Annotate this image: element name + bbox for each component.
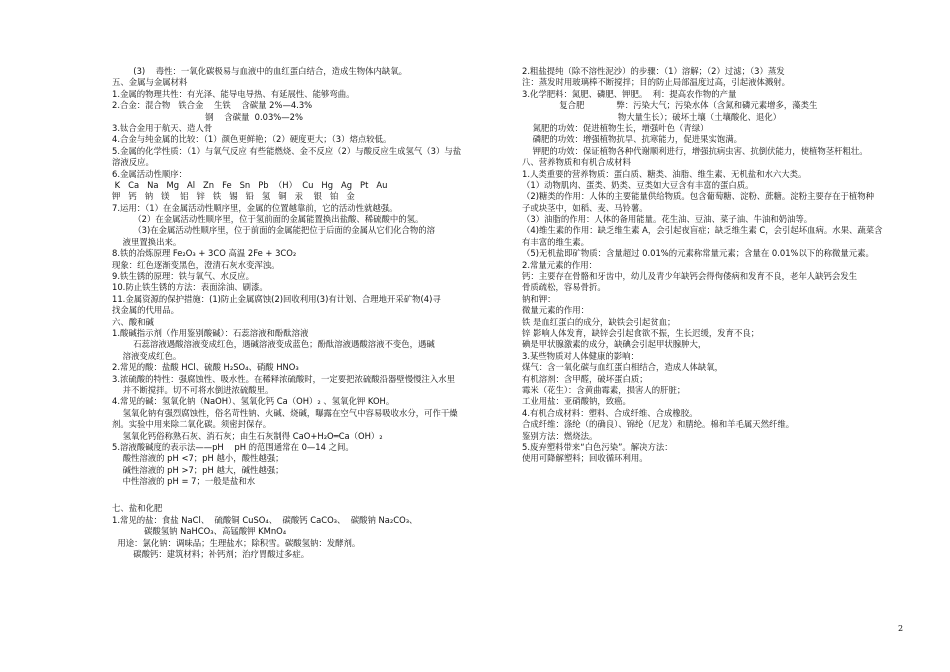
right-text-line: （5)无机盐即矿物质：含量超过 0.01%的元素称常量元素；含量在 0.01%以下的称微量元素。 [522, 248, 874, 259]
right-text-line: 锌 影响人体发育，缺锌会引起食欲不振，生长迟缓，发育不良； [522, 327, 760, 338]
right-text-line: 2.粗盐提纯（除不溶性泥沙）的步骤：（1）溶解；（2）过滤；（3）蒸发 [522, 66, 785, 76]
right-text-line: 煤气：含一氧化碳与血红蛋白相结合，造成人体缺氧， [522, 362, 723, 373]
right-text-line: 八、营养物质和有机合成材料 [522, 157, 631, 168]
right-text-line: 物大量生长）；破坏土壤（土壤酸化、退化） [522, 111, 782, 122]
right-text-line: 铁 是血红蛋白的成分，缺铁会引起贫血； [522, 316, 676, 327]
right-column [522, 66, 922, 465]
left-text-line: 氢氧化钙俗称熟石灰、消石灰；由生石灰制得 CaO+H₂O═Ca（OH）₂ [112, 430, 383, 441]
left-text-line: 1.常见的盐：食盐 NaCl、 硫酸铜 CuSO₄、 碳酸钙 CaCO₃、 碳酸钠 Na₂CO₃、 [112, 514, 418, 525]
right-text-line: 氮肥的功效：促进植物生长，增强叶色（青绿） [522, 122, 709, 133]
left-text-line: 六、酸和碱 [112, 316, 154, 327]
left-text-line: 钢 含碳量 0.03%—2% [112, 111, 303, 122]
right-text-line: （3）油脂的作用：人体的备用能量。花生油、豆油、菜子油、牛油和奶油等。 [522, 214, 813, 225]
right-text-line: （4)维生素的作用：缺乏维生素 A，会引起夜盲症；缺乏维生素 C，会引起坏血病。水果、蔬菜含 [522, 225, 883, 236]
right-text-line: （1）动物肌肉、蛋类、奶类、豆类如大豆含有丰富的蛋白质。 [522, 179, 754, 190]
right-text-line: 3.某些物质对人体健康的影响： [522, 350, 639, 361]
left-text-line: 溶液反应。 [112, 157, 154, 168]
right-text-line: 子或块茎中，如稻、麦、马铃薯。 [522, 202, 648, 213]
right-text-line: 钠和钾： [522, 293, 556, 304]
left-text-line: 找金属的代用品。 [112, 305, 179, 316]
left-text-line: 10.防止铁生锈的方法：表面涂油、刷漆。 [112, 282, 268, 293]
right-text-line: 2.常量元素的作用： [522, 259, 597, 270]
left-text-line: 4.常见的碱：氢氧化钠（NaOH）、氢氧化钙 Ca（OH）₂ 、氢氧化钾 KOH。 [112, 396, 395, 407]
left-text-line: 5.金属的化学性质：（1）与氧气反应 有些能燃烧、金不反应（2）与酸反应生成氢气（3）与盐 [112, 145, 462, 156]
right-text-line: 钙：主要存在骨骼和牙齿中，幼儿及青少年缺钙会得佝偻病和发育不良，老年人缺钙会发生 [522, 271, 857, 282]
left-text-line: 2.合金：混合物 铁合金 生铁 含碳量 2%—4.3% [112, 100, 313, 111]
left-text-line: 用途：氯化钠：调味品；生理盐水；除积雪。碳酸氢钠：发酵剂。 [112, 537, 361, 548]
right-text-line: 有丰富的维生素。 [522, 236, 589, 247]
left-text-line: 9.铁生锈的原理：铁与氧气、水反应。 [112, 271, 254, 282]
right-text-line: 鉴别方法：燃烧法。 [522, 430, 598, 441]
left-text-line: （2）在金属活动性顺序里，位于氢前面的金属能置换出盐酸、稀硫酸中的氢。 [112, 214, 424, 225]
left-text-line: 3.浓硫酸的特性：强腐蚀性、吸水性。在稀释浓硫酸时，一定要把浓硫酸沿器壁慢慢注入水里 [112, 373, 455, 384]
left-text-line: 碳酸钙：建筑材料；补钙剂；治疗胃酸过多症。 [112, 549, 310, 560]
left-text-line: （3)在金属活动性顺序里，位于前面的金属能把位于后面的金属从它们化合物的溶 [112, 225, 436, 236]
left-text-line [112, 487, 512, 503]
left-text-line: 现象：红色逐渐变黑色，澄清石灰水变浑浊。 [112, 259, 280, 270]
left-text-line: 酸性溶液的 pH <7；pH 越小，酸性越强； [112, 453, 284, 464]
right-text-line: 碘是甲状腺激素的成分，缺碘会引起甲状腺肿大， [522, 339, 707, 350]
left-text-line: 七、盐和化肥 [112, 503, 163, 514]
right-text-line: 注：蒸发时用玻璃棒不断搅拌；目的防止局部温度过高，引起液体溅射。 [522, 77, 790, 88]
left-column [112, 66, 512, 560]
right-text-line: 钾肥的功效：保证植物各种代谢顺利进行，增强抗病虫害、抗倒伏能力，使植物茎杆粗壮。 [522, 145, 868, 156]
left-text-line: (3) 毒性：一氧化碳极易与血液中的血红蛋白结合，造成生物体内缺氧。 [112, 66, 408, 76]
left-text-line: 钾 钙 钠 镁 铝 锌 铁 锡 铅 氢 铜 汞 银 铂 金 [112, 191, 355, 202]
right-text-line: 霉米（花生）：含黄曲霉素，损害人的肝脏； [522, 384, 686, 395]
left-text-line: 溶液变成红色。 [112, 350, 182, 361]
right-text-line: 使用可降解塑料；回收循环利用。 [522, 453, 648, 464]
right-text-line: 1.人类重要的营养物质：蛋白质、糖类、油脂、维生素、无机盐和水六大类。 [522, 168, 807, 179]
left-text-line: 石蕊溶液遇酸溶液变成红色，遇碱溶液变成蓝色；酚酞溶液遇酸溶液不变色，遇碱 [112, 339, 435, 350]
right-text-line: 有机溶剂：含甲醛，破坏蛋白质； [522, 373, 648, 384]
right-text-line: 复合肥 弊：污染大气；污染水体（含氮和磷元素增多，藻类生 [522, 100, 818, 111]
page-number: 2 [898, 624, 904, 633]
left-text-line: 碳酸氢钠 NaHCO₃、高锰酸钾 KMnO₄ [112, 526, 287, 537]
right-text-line: 磷肥的功效：增强植物抗旱、抗寒能力，促进果实饱满。 [522, 134, 743, 145]
left-text-line: 2.常见的酸：盐酸 HCl、硫酸 H₂SO₄、硝酸 HNO₃ [112, 362, 299, 373]
right-text-line: 4.有机合成材料：塑料、合成纤维、合成橡胶。 [522, 407, 698, 418]
left-text-line: 1.金属的物理共性：有光泽、能导电导热、有延展性、能够弯曲。 [112, 88, 355, 99]
left-text-line: 7.运用：（1）在金属活动性顺序里，金属的位置越靠前，它的活动性就越强。 [112, 202, 398, 213]
right-text-line: 5.废弃塑料带来“白色污染”。解决方法： [522, 441, 673, 452]
left-text-line: 五、金属与金属材料 [112, 77, 188, 88]
left-text-line: 6.金属活动性顺序： [112, 168, 187, 179]
left-text-line: 剂。实验中用来除二氧化碳。须密封保存。 [112, 419, 272, 430]
left-text-line: 5.溶液酸碱度的表示法——pH pH 的范围通常在 0—14 之间。 [112, 441, 354, 452]
right-text-line: 3.化学肥料：氮肥、磷肥、钾肥。 利：提高农作物的产量 [522, 88, 737, 99]
right-text-line: 工业用盐：亚硝酸钠，致癌。 [522, 396, 631, 407]
left-text-line: K Ca Na Mg Al Zn Fe Sn Pb （H） Cu Hg Ag Pt Au [112, 179, 388, 190]
left-text-line: 碱性溶液的 pH >7；pH 越大，碱性越强； [112, 464, 284, 475]
left-text-line: 8.铁的冶炼原理 Fe₂O₃ + 3CO 高温 2Fe + 3CO₂ [112, 248, 297, 259]
right-text-line: 微量元素的作用： [522, 305, 589, 316]
right-text-line: 骨质疏松，容易骨折。 [522, 282, 606, 293]
left-text-line: 液里置换出来。 [112, 236, 182, 247]
left-text-line: 3.钛合金用于航天、造人骨 [112, 122, 213, 133]
left-text-line: 中性溶液的 pH = 7；一般是盐和水 [112, 476, 256, 487]
right-text-line: 合成纤维：涤纶（的确良）、锦纶（尼龙）和腈纶。棉和羊毛属天然纤维。 [522, 419, 795, 430]
left-text-line: 并不断搅拌。切不可将水倒进浓硫酸里。 [112, 384, 274, 395]
left-text-line: 11.金属资源的保护措施：(1)防止金属腐蚀(2)回收利用(3)有计划、合理地开采矿物(4)寻 [112, 293, 441, 304]
left-text-line: 氢氧化钠有强烈腐蚀性，俗名苛性钠、火碱、烧碱，曝露在空气中容易吸收水分，可作干燥 [112, 407, 458, 418]
left-text-line: 4.合金与纯金属的比较：（1）颜色更鲜艳；（2）硬度更大；（3）熔点较低。 [112, 134, 392, 145]
right-text-line: （2)糖类的作用：人体的主要能量供给物质。包含葡萄糖、淀粉、蔗糖。淀粉主要存在于植物种 [522, 191, 874, 202]
left-text-line: 1.酸碱指示剂（作用鉴别酸碱）：石蕊溶液和酚酞溶液 [112, 327, 309, 338]
